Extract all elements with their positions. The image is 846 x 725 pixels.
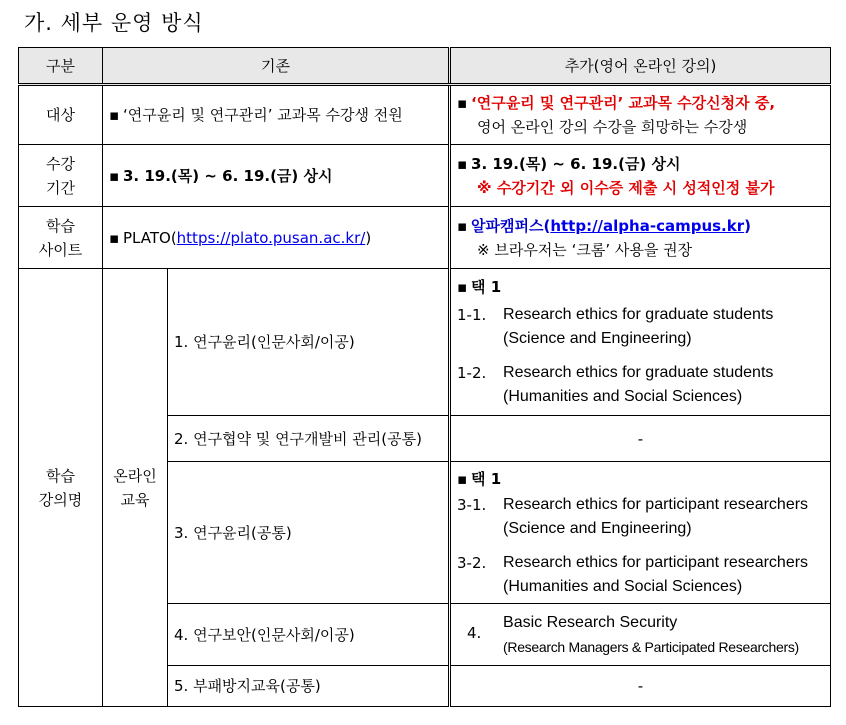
- bullet-icon: ▪: [457, 94, 468, 112]
- label-site: 학습 사이트: [19, 207, 103, 269]
- course-2-existing: 2. 연구협약 및 연구개발비 관리(공통): [168, 416, 450, 462]
- target-added: ▪ ‘연구윤리 및 연구관리’ 교과목 수강신청자 중, 영어 온라인 강의 수강을 희망하는 수강생: [450, 85, 831, 145]
- alpha-campus-link[interactable]: http://alpha-campus.kr: [550, 216, 745, 235]
- section-title: 가. 세부 운영 방식: [24, 11, 204, 35]
- course-2-added: -: [450, 416, 831, 462]
- course-item: 3-1. Research ethics for participant researchers (Science and Engineering): [457, 495, 809, 537]
- bullet-icon: ▪: [457, 469, 468, 488]
- label-target: 대상: [19, 85, 103, 145]
- course-1-added: ▪ 택 1 1-1. Research ethics for graduate students (Science and Engineering) 1-2. Research ethics for graduate students (Humanities and Social Sciences): [450, 269, 831, 416]
- bullet-icon: ▪: [457, 278, 468, 296]
- header-category: 구분: [19, 48, 103, 85]
- course-4-existing: 4. 연구보안(인문사회/이공): [168, 604, 450, 666]
- site-added: ▪ 알파캠퍼스(http://alpha-campus.kr) ※ 브라우저는 ‘크롬’ 사용을 권장: [450, 207, 831, 269]
- target-existing: ▪ ‘연구윤리 및 연구관리’ 교과목 수강생 전원: [103, 85, 450, 145]
- site-existing: ▪ PLATO(https://plato.pusan.ac.kr/): [103, 207, 450, 269]
- label-courses: 학습 강의명: [19, 269, 103, 707]
- row-target: [19, 85, 831, 145]
- table-header-row: [19, 48, 831, 85]
- bullet-icon: ▪: [457, 154, 468, 173]
- course-5-existing: 5. 부패방지교육(공통): [168, 666, 450, 707]
- period-existing: ▪ 3. 19.(목) ~ 6. 19.(금) 상시: [103, 145, 450, 207]
- course-item: 3-2. Research ethics for participant researchers (Humanities and Social Sciences): [457, 553, 809, 595]
- row-site: [19, 207, 831, 269]
- row-course-1: [19, 269, 831, 416]
- course-item: 1-2. Research ethics for graduate students (Humanities and Social Sciences): [457, 364, 774, 405]
- course-1-existing: 1. 연구윤리(인문사회/이공): [168, 269, 450, 416]
- label-online: 온라인 교육: [103, 269, 168, 707]
- course-3-added: ▪ 택 1 3-1. Research ethics for participant researchers (Science and Engineering) 3-2. Research ethics for participant researchers (Humanities and Social Sciences): [450, 462, 831, 604]
- plato-link[interactable]: https://plato.pusan.ac.kr/: [176, 228, 366, 247]
- period-added: ▪ 3. 19.(목) ~ 6. 19.(금) 상시 ※ 수강기간 외 이수증 제출 시 성적인정 불가: [450, 145, 831, 207]
- header-added: 추가(영어 온라인 강의): [450, 48, 831, 85]
- operation-table: [18, 47, 831, 707]
- bullet-icon: ▪: [457, 216, 468, 235]
- bullet-icon: ▪: [109, 228, 120, 247]
- bullet-icon: ▪: [109, 166, 120, 185]
- course-item: 1-1. Research ethics for graduate students (Science and Engineering): [457, 306, 774, 347]
- label-period: 수강 기간: [19, 145, 103, 207]
- course-4-added: [450, 604, 831, 666]
- course-item: 4. Basic Research Security (Research Managers & Participated Researchers): [467, 613, 799, 655]
- course-5-added: -: [450, 666, 831, 707]
- course-3-existing: 3. 연구윤리(공통): [168, 462, 450, 604]
- row-period: [19, 145, 831, 207]
- bullet-icon: ▪: [109, 106, 120, 124]
- header-existing: 기존: [103, 48, 450, 85]
